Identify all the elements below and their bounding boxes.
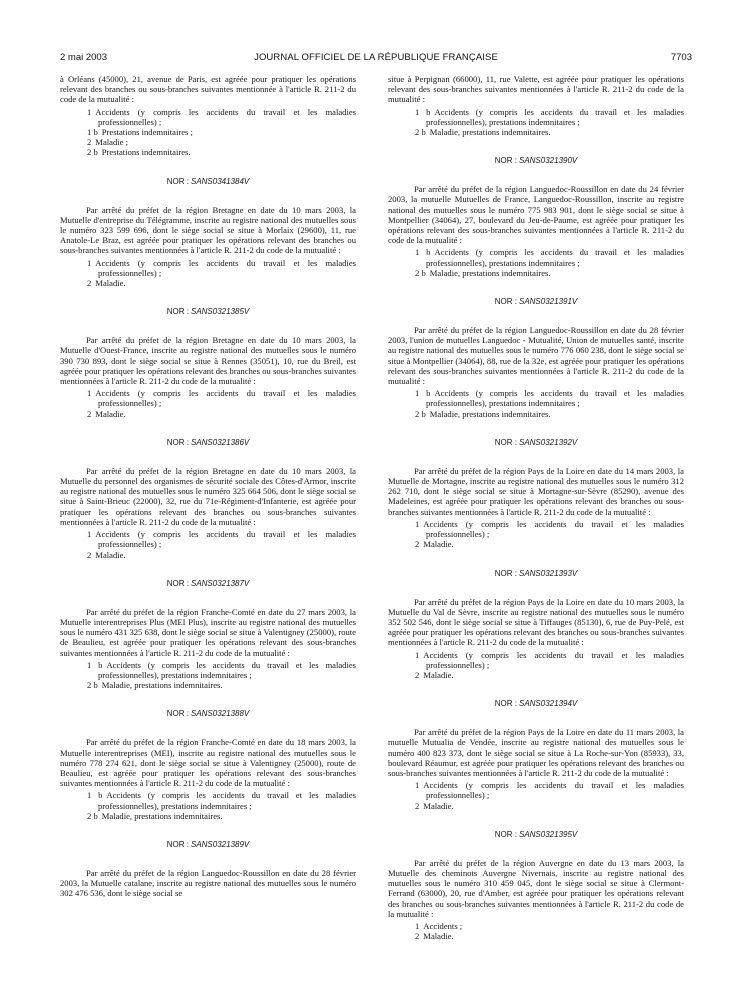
nor-code: SANS0321388V — [190, 709, 250, 719]
decree-paragraph: Par arrêté du préfet de la région Franche-Comté en date du 18 mars 2003, la Mutuelle interentreprises (MEI), inscrite au registre national des mutuelles sous le numéro 778 274 621, dont le siège social se situe à Valentigney (25000), route de Beaulieu, est agréée pour pratiquer les opérations relevant des sous-branches suivantes mentionnées à l'article R. 211-2 du code de la mutualité : — [60, 737, 356, 789]
branch-item — [388, 127, 684, 137]
nor-reference — [60, 307, 356, 317]
nor-code: SANS0321393V — [518, 568, 578, 578]
branch-item — [60, 550, 356, 560]
right-column — [388, 74, 684, 941]
branch-text: Accidents (y compris les accidents du travail et les maladies professionnelles) ; — [95, 388, 356, 409]
branch-code: 2 — [87, 137, 92, 148]
nor-reference — [388, 156, 684, 166]
branch-code: 1 — [415, 649, 420, 660]
branch-item — [60, 660, 356, 680]
nor-reference — [388, 830, 684, 840]
branch-code: 2 — [87, 278, 92, 289]
branch-item — [388, 268, 684, 278]
branch-code: 1 b — [415, 388, 431, 399]
branch-item — [388, 921, 684, 931]
branch-text: Maladie. — [423, 539, 454, 550]
nor-code: SANS0321389V — [190, 839, 250, 849]
branch-code: 2 b — [415, 408, 426, 419]
branch-code: 1 b — [415, 106, 431, 117]
decree-paragraph: Par arrêté du préfet de la région Languedoc-Roussillon en date du 28 février 2003, l'union de mutuelles Languedoc - Mutualité, Union de mutuelles santé, inscrite au registre national des mutuelles sous le numéro 776 060 238, dont le siège social se situe à Montpellier (34064), 88, rue de la 32e, est agréée pour pratiquer les opérations relevant des sous-branches suivantes mentionnées à l'article R. 211-2 du code de la mutualité : — [388, 325, 684, 387]
branch-code: 2 — [415, 539, 420, 550]
branch-item — [388, 409, 684, 419]
nor-code: SANS0321395V — [518, 829, 578, 839]
page-header — [60, 52, 692, 66]
branch-code: 1 b — [87, 127, 98, 138]
branch-code: 1 b — [87, 790, 103, 801]
branch-text: Accidents (y compris les accidents du travail et les maladies professionnelles) ; — [95, 257, 356, 278]
branch-text: Accidents (y compris les accidents du travail et les maladies professionnelles) ; — [423, 649, 684, 670]
decree-entry — [388, 830, 684, 942]
branch-code: 2 — [415, 669, 420, 680]
branch-code: 1 — [87, 106, 92, 117]
decree-paragraph: Par arrêté du préfet de la région Languedoc-Roussillon en date du 24 février 2003, la mutuelle Mutuelles de France, Languedoc-Roussillon, inscrite au registre national des mutuelles sous le numéro 775 983 901, dont le siège social se situe à Montpellier (34064), 27, boulevard du Jeu-de-Paume, est agréée pour pratiquer les opérations relevant des sous-branches suivantes mentionnées à l'article R. 211-2 du code de la mutualité : — [388, 184, 684, 246]
nor-label: NOR : — [494, 829, 517, 839]
branch-item — [388, 107, 684, 127]
nor-label: NOR : — [166, 307, 189, 317]
branch-item — [388, 247, 684, 267]
branch-text: Maladie, prestations indemnitaires. — [429, 267, 551, 278]
branch-text: Maladie. — [95, 278, 126, 289]
decree-paragraph: Par arrêté du préfet de la région Bretagne en date du 10 mars 2003, la Mutuelle d'Ouest-France, inscrite au registre national des mutuelles sous le numéro 390 730 893, dont le siège social se situe à Rennes (35051), 10, rue du Breil, est agréée pour pratiquer les opérations relevant des branches ou sous-branches suivantes mentionnées à l'article R. 211-2 du code de la mutualité : — [60, 335, 356, 387]
decree-paragraph: Par arrêté du préfet de la région Languedoc-Roussillon en date du 28 février 2003, la Mutuelle catalane, inscrite au registre national des mutuelles sous le numéro 302 476 536, dont le siège social se — [60, 867, 356, 899]
decree-paragraph: Par arrêté du préfet de la région Pays de la Loire en date du 14 mars 2003, la Mutuelle de Mortagne, inscrite au registre national des mutuelles sous le numéro 312 262 710, dont le siège social se situe à Mortagne-sur-Sèvre (85290), avenue des Madeleines, est agréée pour pratiquer les opérations relevant des branches ou sous-branches suivantes mentionnées à l'article R. 211-2 du code de la mutualité : — [388, 465, 684, 517]
branch-code: 2 — [87, 408, 92, 419]
branch-code: 2 b — [415, 267, 426, 278]
branch-item — [388, 931, 684, 941]
decree-entry — [60, 177, 356, 289]
nor-code: SANS0321391V — [518, 297, 578, 307]
nor-reference — [388, 569, 684, 579]
left-column — [60, 74, 356, 901]
nor-label: NOR : — [494, 699, 517, 709]
nor-code: SANS0321390V — [518, 156, 578, 166]
branch-item — [60, 388, 356, 408]
nor-label: NOR : — [494, 437, 517, 447]
branch-item — [388, 801, 684, 811]
nor-label: NOR : — [494, 156, 517, 166]
nor-reference — [60, 840, 356, 850]
journal-title: JOURNAL OFFICIEL DE LA RÉPUBLIQUE FRANÇAISE — [254, 52, 498, 63]
decree-entry — [388, 156, 684, 278]
nor-reference — [60, 177, 356, 187]
branch-item — [388, 650, 684, 670]
branch-text: Accidents (y compris les accidents du travail et les maladies professionnelles), prestations indemnitaires ; — [426, 388, 684, 409]
nor-code: SANS0321387V — [190, 578, 250, 588]
nor-label: NOR : — [166, 839, 189, 849]
decree-entry — [60, 579, 356, 691]
decree-entry — [388, 569, 684, 681]
branch-code: 2 b — [87, 810, 98, 821]
branch-text: Prestations indemnitaires. — [101, 147, 191, 158]
branch-code: 1 b — [415, 247, 431, 258]
branch-item — [60, 278, 356, 288]
nor-reference — [388, 699, 684, 709]
nor-label: NOR : — [494, 297, 517, 307]
branch-item — [60, 147, 356, 157]
nor-reference — [60, 709, 356, 719]
decree-entry — [60, 438, 356, 560]
branch-code: 1 b — [87, 659, 103, 670]
branch-item — [60, 107, 356, 127]
branch-item — [388, 519, 684, 539]
branch-code: 2 — [415, 800, 420, 811]
branch-text: Maladie. — [423, 669, 454, 680]
branch-item — [60, 790, 356, 810]
nor-reference — [388, 297, 684, 307]
nor-label: NOR : — [166, 578, 189, 588]
branch-code: 2 b — [87, 680, 98, 691]
branch-code: 2 — [415, 931, 420, 942]
branch-item — [388, 670, 684, 680]
nor-label: NOR : — [166, 176, 189, 186]
branch-code: 1 — [87, 257, 92, 268]
branch-text: Maladie. — [423, 800, 454, 811]
decree-entry — [60, 840, 356, 899]
nor-label: NOR : — [166, 709, 189, 719]
branch-text: Accidents (y compris les accidents du travail et les maladies professionnelles), prestations indemnitaires ; — [98, 659, 356, 680]
nor-code: SANS0321394V — [518, 699, 578, 709]
branch-code: 1 — [415, 780, 420, 791]
branch-text: Accidents (y compris les accidents du travail et les maladies professionnelles), prestations indemnitaires ; — [426, 247, 684, 268]
branch-text: Maladie, prestations indemnitaires. — [101, 810, 223, 821]
publication-date: 2 mai 2003 — [60, 52, 108, 63]
branch-item — [388, 388, 684, 408]
nor-reference — [388, 438, 684, 448]
branch-text: Maladie, prestations indemnitaires. — [429, 127, 551, 138]
decree-entry — [388, 297, 684, 419]
decree-paragraph: Par arrêté du préfet de la région Bretagne en date du 10 mars 2003, la Mutuelle du personnel des organismes de sécurité sociale des Côtes-d'Armor, inscrite au registre national des mutuelles sous le numéro 325 664 506, dont le siège social se situe à Saint-Brieuc (22000), 32, rue du 71e-Régiment-d'Infanterie, est agréée pour pratiquer les opérations relevant des branches ou sous-branches suivantes mentionnées à l'article R. 211-2 du code de la mutualité : — [60, 465, 356, 527]
nor-code: SANS0341384V — [190, 176, 250, 186]
branch-code: 2 b — [87, 147, 98, 158]
branch-code: 1 — [87, 388, 92, 399]
branch-text: Maladie. — [95, 549, 126, 560]
branch-text: Prestations indemnitaires ; — [101, 127, 193, 138]
page-number: 7703 — [670, 52, 692, 63]
nor-label: NOR : — [166, 437, 189, 447]
branch-code: 1 — [415, 518, 420, 529]
decree-paragraph: Par arrêté du préfet de la région Bretagne en date du 10 mars 2003, la Mutuelle d'entreprise du Télégramme, inscrite au registre national des mutuelles sous le numéro 323 599 696, dont le siège social se situe à Morlaix (29600), 11, rue Anatole-Le Braz, est agréée pour pratiquer les opérations relevant des branches ou sous-branches suivantes mentionnées à l'article R. 211-2 du code de la mutualité : — [60, 204, 356, 256]
branch-text: Maladie ; — [95, 137, 128, 148]
decree-paragraph: Par arrêté du préfet de la région Pays de la Loire en date du 11 mars 2003, la mutuelle Mutualia de Vendée, inscrite au registre national des mutuelles sous le numéro 400 823 373, dont le siège social se situe à La Roche-sur-Yon (85933), 33, boulevard Réaumur, est agréée pour pratiquer les opérations relevant des branches ou sous-branches suivantes mentionnées à l'article R. 211-2 du code de la mutualité : — [388, 727, 684, 778]
branch-code: 2 b — [415, 127, 426, 138]
branch-code: 1 — [415, 920, 420, 931]
branch-item — [60, 409, 356, 419]
branch-text: Maladie, prestations indemnitaires. — [429, 408, 551, 419]
decree-paragraph: Par arrêté du préfet de la région Franche-Comté en date du 27 mars 2003, la Mutuelle interentreprises Plus (MEI Plus), inscrite au registre national des mutuelles sous le numéro 431 325 638, dont le siège social se situe à Valentigney (25000), route de Beaulieu, est agréée pour pratiquer les opérations relevant des sous-branches suivantes mentionnées à l'article R. 211-2 du code de la mutualité : — [60, 606, 356, 658]
decree-entry — [388, 699, 684, 811]
branch-item — [60, 127, 356, 137]
branch-text: Maladie, prestations indemnitaires. — [101, 680, 223, 691]
nor-label: NOR : — [494, 568, 517, 578]
nor-reference — [60, 579, 356, 589]
branch-text: Maladie. — [95, 408, 126, 419]
branch-text: Accidents (y compris les accidents du travail et les maladies professionnelles) ; — [95, 529, 356, 550]
decree-paragraph: Par arrêté du préfet de la région Pays de la Loire en date du 10 mars 2003, la Mutuelle du Val de Sèvre, inscrite au registre national des mutuelles sous le numéro 352 502 546, dont le siège social se situe à Tiffauges (85130), 6, rue de Puy-Pelé, est agréée pour pratiquer les opérations relevant des branches ou sous-branches suivantes mentionnées à l'article R. 211-2 du code de la mutualité : — [388, 596, 684, 648]
nor-code: SANS0321392V — [518, 437, 578, 447]
branch-text: Accidents (y compris les accidents du travail et les maladies professionnelles) ; — [423, 780, 684, 801]
branch-code: 2 — [87, 549, 92, 560]
decree-entry — [388, 438, 684, 550]
branch-text: Accidents (y compris les accidents du travail et les maladies professionnelles) ; — [95, 106, 356, 127]
branch-text: Accidents (y compris les accidents du travail et les maladies professionnelles), prestations indemnitaires ; — [426, 106, 684, 127]
decree-paragraph: Par arrêté du préfet de la région Auvergne en date du 13 mars 2003, la Mutuelle des cheminots Auvergne Nivernais, inscrite au registre national des mutuelles sous le numéro 310 459 045, dont le siège social se situe à Clermont-Ferrand (63000), 20, rue d'Amber, est agréée pour pratiquer les opérations relevant des branches ou sous-branches suivantes mentionnées à l'article R. 211-2 du code de la mutualité : — [388, 857, 684, 919]
branch-text: Maladie. — [423, 931, 454, 942]
branch-item — [388, 780, 684, 800]
branch-item — [60, 680, 356, 690]
branch-item — [60, 258, 356, 278]
nor-code: SANS0321385V — [190, 307, 250, 317]
branch-item — [60, 529, 356, 549]
continued-paragraph: situe à Perpignan (66000), 11, rue Valette, est agréée pour pratiquer les opérations relevant des sous-branches suivantes mentionnées à l'article R. 211-2 du code de la mutualité : — [388, 74, 684, 105]
branch-item — [60, 137, 356, 147]
nor-reference — [60, 438, 356, 448]
branch-code: 1 — [87, 529, 92, 540]
branch-item — [388, 539, 684, 549]
decree-entry — [60, 709, 356, 821]
branch-item — [60, 811, 356, 821]
branch-text: Accidents (y compris les accidents du travail et les maladies professionnelles) ; — [423, 518, 684, 540]
nor-code: SANS0321386V — [190, 437, 250, 447]
branch-text: Accidents (y compris les accidents du travail et les maladies professionnelles), prestations indemnitaires ; — [98, 790, 356, 811]
continued-paragraph: à Orléans (45000), 21, avenue de Paris, est agréée pour pratiquer les opérations relevant des branches ou sous-branches suivantes mentionnée à l'article R. 211-2 du code de la mutualité : — [60, 74, 356, 105]
branch-text: Accidents ; — [423, 920, 463, 931]
decree-entry — [60, 307, 356, 419]
